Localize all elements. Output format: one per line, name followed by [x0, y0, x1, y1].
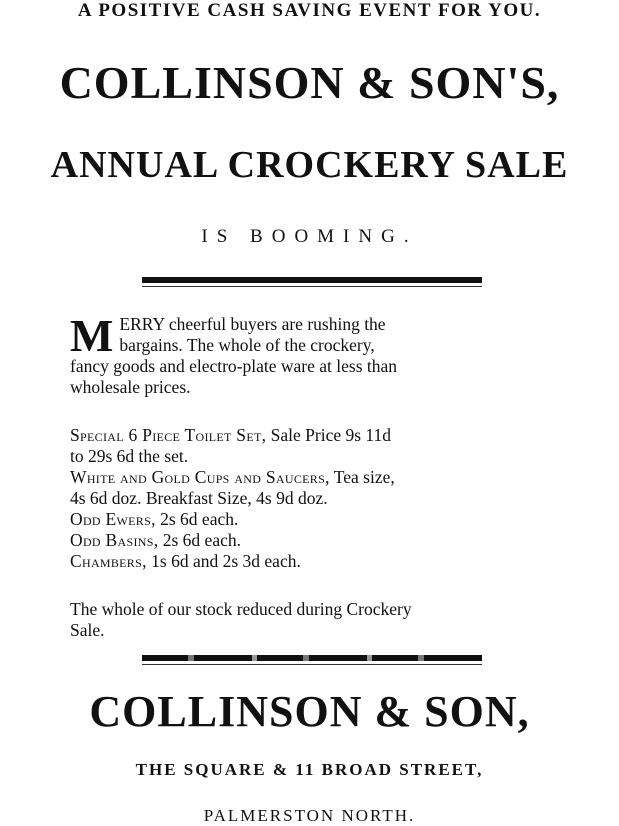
header-business-name: COLLINSON & SON'S, — [59, 57, 560, 108]
divider-rule — [142, 655, 482, 665]
intro-paragraph — [70, 310, 548, 398]
closing-line: Sale. — [70, 620, 105, 640]
item-name: Odd Ewers, — [70, 509, 156, 529]
item-detail: Tea size, — [329, 467, 395, 487]
price-list-item — [70, 467, 548, 488]
item-name: Odd Basins, — [70, 530, 159, 550]
price-list-item — [70, 425, 548, 446]
business-address: THE SQUARE & 11 BROAD STREET, — [135, 760, 484, 779]
tagline: A POSITIVE CASH SAVING EVENT FOR YOU. — [77, 0, 542, 21]
item-detail: 1s 6d and 2s 3d each. — [146, 551, 301, 571]
intro-line: wholesale prices. — [70, 377, 191, 397]
intro-line: ERRY cheerful buyers are rushing the — [119, 314, 386, 334]
item-detail: Sale Price 9s 11d — [266, 425, 392, 445]
item-detail: 2s 6d each. — [158, 530, 241, 550]
business-town: PALMERSTON NORTH. — [203, 806, 416, 825]
closing-line: The whole of our stock reduced during Crockery — [70, 599, 412, 619]
divider-rule — [142, 277, 482, 287]
intro-line: bargains. The whole of the crockery, — [119, 335, 375, 355]
sale-status: IS BOOMING. — [201, 226, 418, 247]
price-list — [70, 425, 548, 572]
closing-paragraph — [70, 599, 548, 641]
item-name: Special 6 Piece Toilet Set, — [70, 425, 267, 445]
item-name: White and Gold Cups and Saucers, — [70, 467, 330, 487]
item-detail: 2s 6d each. — [155, 509, 239, 529]
drop-cap: M — [70, 310, 114, 361]
item-detail: 4s 6d doz. Breakfast Size, 4s 9d doz. — [70, 488, 328, 508]
item-name: Chambers, — [70, 551, 147, 571]
price-list-item — [70, 530, 548, 551]
price-list-item — [70, 488, 548, 509]
price-list-item — [70, 551, 548, 572]
price-list-item — [70, 509, 548, 530]
price-list-item — [70, 446, 548, 467]
sale-title: ANNUAL CROCKERY SALE — [50, 144, 569, 186]
intro-line: fancy goods and electro-plate ware at less than — [70, 356, 398, 376]
item-detail: to 29s 6d the set. — [70, 446, 189, 466]
footer-business-name: COLLINSON & SON, — [89, 687, 530, 736]
